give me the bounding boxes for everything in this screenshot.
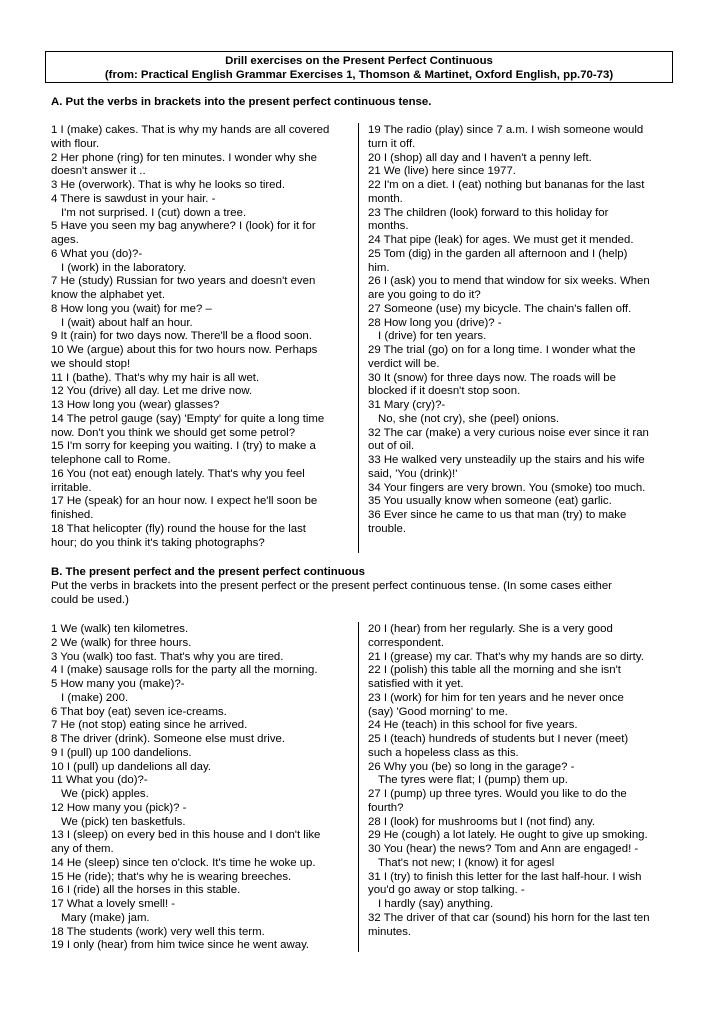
exercise-line: Mary (make) jam. (61, 911, 150, 924)
section-a-column-divider (358, 123, 359, 553)
exercise-line: 18 The students (work) very well this term. (51, 925, 265, 938)
section-b-instructions-line-1: Put the verbs in brackets into the present perfect or the present perfect continuous tense. (In some cases either (51, 580, 612, 592)
exercise-line: 22 I (polish) this table all the morning and she isn't (368, 664, 621, 677)
exercise-line: satisfied with it yet. (368, 678, 464, 690)
exercise-line: 10 We (argue) about this for two hours now. Perhaps (51, 344, 318, 356)
exercise-line: 32 The car (make) a very curious noise ever since it ran (368, 426, 649, 439)
exercise-line: No, she (not cry), she (peel) onions. (378, 412, 560, 425)
exercise-line: said, 'You (drink)!' (368, 467, 458, 480)
exercise-line: 31 I (try) to finish this letter for the last half-hour. I wish (368, 870, 642, 883)
exercise-line: 30 You (hear) the news? Tom and Ann are engaged! - (368, 843, 639, 855)
exercise-line: 1 We (walk) ten kilometres. (51, 623, 189, 635)
exercise-line: I hardly (say) anything. (378, 898, 494, 910)
exercise-line: 4 There is sawdust in your hair. - (51, 192, 216, 205)
exercise-line: verdict will be. (368, 357, 440, 370)
exercise-line: 27 Someone (use) my bicycle. The chain's fallen off. (368, 302, 632, 315)
exercise-line: 17 He (speak) for an hour now. I expect he'll soon be (51, 495, 318, 508)
exercise-line: 29 The trial (go) on for a long time. I wonder what the (368, 344, 636, 356)
exercise-line: correspondent. (368, 636, 444, 649)
exercise-line: blocked if it doesn't stop soon. (368, 385, 521, 398)
exercise-line: him. (368, 261, 390, 274)
exercise-line: telephone call to Rome. (51, 454, 171, 466)
exercise-line: now. Don't you think we should get some petrol? (51, 426, 296, 439)
exercise-line: 1 I (make) cakes. That is why my hands are all covered (51, 124, 330, 136)
exercise-line: 25 I (teach) hundreds of students but I never (meet) (368, 733, 629, 745)
exercise-line: 6 That boy (eat) seven ice-creams. (51, 705, 227, 718)
exercise-line: 8 How long you (wait) for me? – (51, 302, 212, 315)
exercise-line: I (work) in the laboratory. (61, 261, 187, 274)
exercise-line: 27 I (pump) up three tyres. Would you like to do the (368, 788, 627, 800)
exercise-line: 18 That helicopter (fly) round the house for the last (51, 522, 306, 535)
exercise-line: 17 What a lovely smell! - (51, 898, 176, 910)
exercise-line: are you going to do it? (368, 289, 481, 301)
exercise-line: irritable. (51, 481, 92, 494)
exercise-line: 15 I'm sorry for keeping you waiting. I (try) to make a (51, 440, 316, 453)
exercise-line: you'd go away or stop talking. - (368, 884, 525, 897)
exercise-line: 12 How many you (pick)? - (51, 801, 187, 814)
exercise-line: 10 I (pull) up dandelions all day. (51, 760, 211, 773)
exercise-line: 13 I (sleep) on every bed in this house and I don't like (51, 829, 321, 842)
exercise-line: 21 We (live) here since 1977. (368, 165, 516, 178)
exercise-line: 28 How long you (drive)? - (368, 316, 502, 329)
exercise-line: I (make) 200. (61, 691, 129, 704)
exercise-line: 20 I (shop) all day and I haven't a penny left. (368, 151, 592, 164)
exercise-line: turn it off. (368, 137, 416, 150)
exercise-line: know the alphabet yet. (51, 289, 165, 301)
exercise-line: 36 Ever since he came to us that man (try) to make (368, 509, 627, 521)
document-title-box (45, 51, 673, 83)
exercise-line: 28 I (look) for mushrooms but I (not find) any. (368, 815, 596, 828)
exercise-line: 16 You (not eat) enough lately. That's why you feel (51, 467, 305, 480)
exercise-line: We (pick) apples. (61, 788, 149, 800)
exercise-line: 9 It (rain) for two days now. There'll be a flood soon. (51, 330, 312, 343)
exercise-line: 15 He (ride); that's why he is wearing breeches. (51, 870, 292, 883)
section-a-heading: A. Put the verbs in brackets into the present perfect continuous tense. (51, 96, 432, 108)
exercise-line: I'm not surprised. I (cut) down a tree. (61, 206, 247, 219)
exercise-line: 19 The radio (play) since 7 a.m. I wish someone would (368, 124, 644, 136)
exercise-line: I (drive) for ten years. (378, 330, 487, 343)
exercise-line: 35 You usually know when someone (eat) garlic. (368, 495, 612, 508)
exercise-line: 16 I (ride) all the horses in this stable. (51, 884, 241, 897)
exercise-line: 26 Why you (be) so long in the garage? - (368, 760, 575, 773)
exercise-line: 14 The petrol gauge (say) 'Empty' for quite a long time (51, 412, 325, 425)
exercise-line: 29 He (cough) a lot lately. He ought to give up smoking. (368, 829, 648, 842)
exercise-line: any of them. (51, 843, 114, 855)
exercise-line: 7 He (not stop) eating since he arrived. (51, 719, 248, 732)
exercise-line: 3 You (walk) too fast. That's why you are tired. (51, 650, 284, 663)
exercise-line: 32 The driver of that car (sound) his horn for the last ten (368, 911, 650, 924)
exercise-line: 34 Your fingers are very brown. You (smoke) too much. (368, 481, 646, 494)
exercise-line: I (wait) about half an hour. (61, 316, 193, 329)
exercise-line: That's not new; I (know) it for agesl (378, 856, 555, 869)
exercise-line: fourth? (368, 801, 404, 814)
exercise-line: The tyres were flat; I (pump) them up. (378, 774, 568, 787)
exercise-line: 20 I (hear) from her regularly. She is a very good (368, 623, 613, 635)
exercise-line: 2 We (walk) for three hours. (51, 636, 192, 649)
exercise-line: 7 He (study) Russian for two years and doesn't even (51, 275, 316, 288)
exercise-line: 5 Have you seen my bag anywhere? I (look) for it for (51, 220, 316, 233)
document-source: (from: Practical English Grammar Exercises 1, Thomson & Martinet, Oxford English, pp.70-73) (104, 69, 614, 81)
section-b-column-divider (358, 622, 359, 952)
exercise-line: such a hopeless class as this. (368, 746, 519, 759)
section-a-right-column (368, 124, 668, 537)
exercise-line: with flour. (51, 137, 100, 150)
section-b-instructions-line-2: could be used.) (51, 593, 129, 606)
exercise-line: doesn't answer it .. (51, 165, 146, 178)
exercise-line: 26 I (ask) you to mend that window for six weeks. When (368, 275, 650, 288)
exercise-line: 11 I (bathe). That's why my hair is all wet. (51, 371, 260, 384)
exercise-line: 23 I (work) for him for ten years and he never once (368, 691, 624, 704)
exercise-line: 5 How many you (make)?- (51, 678, 185, 690)
exercise-line: 4 I (make) sausage rolls for the party all the morning. (51, 664, 318, 677)
exercise-line: 12 You (drive) all day. Let me drive now. (51, 385, 253, 398)
exercise-line: 24 He (teach) in this school for five years. (368, 719, 578, 732)
exercise-line: 22 I'm on a diet. I (eat) nothing but bananas for the last (368, 179, 645, 191)
exercise-line: finished. (51, 509, 94, 521)
section-b-left-column (51, 623, 351, 953)
exercise-line: ages. (51, 234, 79, 246)
section-a-left-column (51, 124, 351, 550)
exercise-line: 25 Tom (dig) in the garden all afternoon and I (help) (368, 247, 628, 260)
exercise-line: 13 How long you (wear) glasses? (51, 399, 220, 411)
exercise-line: 11 What you (do)?- (51, 774, 148, 787)
exercise-line: minutes. (368, 925, 412, 938)
exercise-line: 33 He walked very unsteadily up the stairs and his wife (368, 454, 645, 466)
exercise-line: 9 I (pull) up 100 dandelions. (51, 746, 192, 759)
exercise-line: 30 It (snow) for three days now. The roads will be (368, 371, 616, 384)
exercise-line: 21 I (grease) my car. That's why my hands are so dirty. (368, 650, 644, 663)
exercise-line: we should stop! (51, 357, 131, 370)
exercise-line: hour; do you think it's taking photographs? (51, 536, 265, 549)
exercise-line: 14 He (sleep) since ten o'clock. It's time he woke up. (51, 856, 316, 869)
exercise-line: 31 Mary (cry)?- (368, 399, 446, 411)
exercise-line: 6 What you (do)?- (51, 247, 143, 260)
exercise-line: 19 I only (hear) from him twice since he went away. (51, 939, 310, 952)
exercise-line: 2 Her phone (ring) for ten minutes. I wonder why she (51, 151, 317, 164)
exercise-line: 8 The driver (drink). Someone else must drive. (51, 733, 286, 745)
document-title: Drill exercises on the Present Perfect Continuous (225, 55, 493, 67)
exercise-line: months. (368, 220, 409, 233)
section-b-instructions (51, 580, 671, 608)
exercise-line: month. (368, 192, 403, 205)
section-b-right-column (368, 623, 668, 939)
exercise-line: We (pick) ten basketfuls. (61, 815, 186, 828)
exercise-line: 3 He (overwork). That is why he looks so tired. (51, 179, 286, 191)
exercise-line: out of oil. (368, 440, 415, 453)
exercise-line: 24 That pipe (leak) for ages. We must get it mended. (368, 234, 634, 246)
exercise-line: 23 The children (look) forward to this holiday for (368, 206, 609, 219)
section-b-heading: B. The present perfect and the present perfect continuous (51, 566, 365, 578)
exercise-line: (say) 'Good morning' to me. (368, 705, 508, 718)
exercise-line: trouble. (368, 522, 406, 535)
